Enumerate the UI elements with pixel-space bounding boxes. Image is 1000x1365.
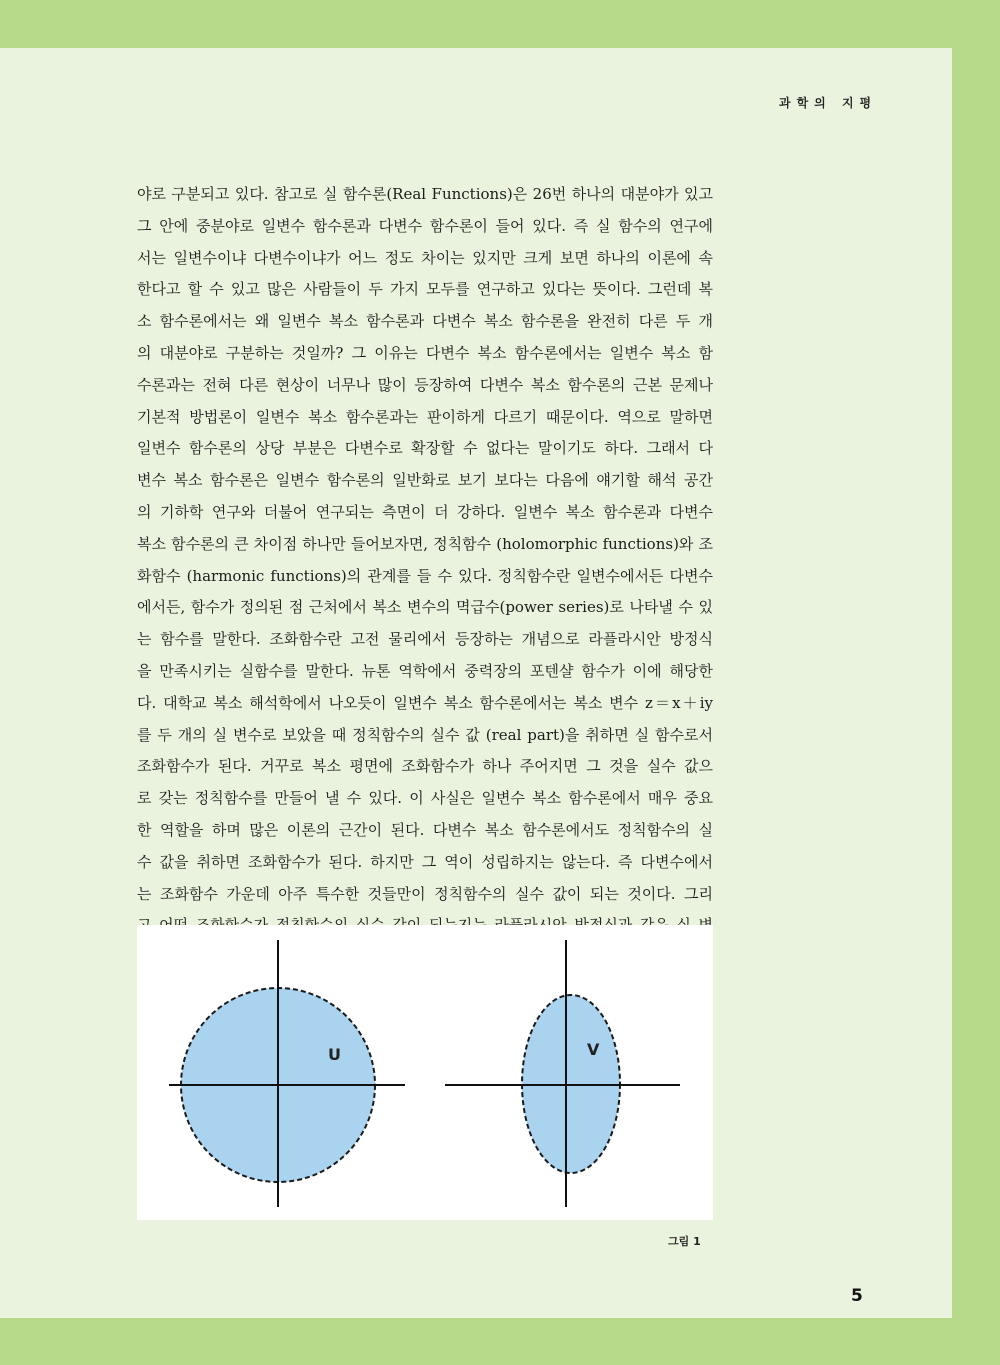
text-line: 서는 일변수이냐 다변수이냐가 어느 정도 차이는 있지만 크게 보면 하나의 이론에 속 [137,248,713,267]
text-line: 한 역할을 하며 많은 이론의 근간이 된다. 다변수 복소 함수론에서도 정칙함수의 실 [137,820,713,839]
text-line: 을 만족시키는 실함수를 말한다. 뉴톤 역학에서 중력장의 포텐샬 함수가 이에 해당한 [137,661,713,680]
label-v: V [587,1040,600,1059]
text-line: 를 두 개의 실 변수로 보았을 때 정칙함수의 실수 값 (real part)을 취하면 실 함수로서 [137,725,713,744]
text-line: 그 안에 중분야로 일변수 함수론과 다변수 함수론이 들어 있다. 즉 실 함수의 연구에 [137,216,713,235]
text-line: 는 조화함수 가운데 아주 특수한 것들만이 정칙함수의 실수 값이 되는 것이다. 그리 [137,884,713,903]
text-line: 소 함수론에서는 왜 일변수 복소 함수론과 다변수 복소 함수론을 완전히 다른 두 개 [137,312,713,331]
text-line: 수론과는 전혀 다른 현상이 너무나 많이 등장하여 다변수 복소 함수론의 근본 문제나 [137,375,713,394]
text-line: 야로 구분되고 있다. 참고로 실 함수론(Real Functions)은 26번 하나의 대분야가 있고 [137,185,713,203]
page-number: 5 [851,1286,863,1306]
text-line: 기본적 방법론이 일변수 복소 함수론과는 판이하게 다르기 때문이다. 역으로 말하면 [137,407,713,426]
label-u: U [328,1045,341,1064]
text-line: 의 대분야로 구분하는 것일까? 그 이유는 다변수 복소 함수론에서는 일변수 복소 함 [137,343,713,362]
text-line: 화함수 (harmonic functions)의 관계를 들 수 있다. 정칙함수란 일변수에서든 다변수 [137,566,713,585]
running-header: 과학의 지평 [779,96,878,110]
figure-1 [137,925,713,1220]
body-text [137,179,713,974]
text-line: 수 값을 취하면 조화함수가 된다. 하지만 그 역이 성립하지는 않는다. 즉 다변수에서 [137,852,713,871]
text-line: 변수 복소 함수론은 일변수 함수론의 일반화로 보기 보다는 다음에 얘기할 해석 공간 [137,471,713,490]
text-line: 조화함수가 된다. 거꾸로 복소 평면에 조화함수가 하나 주어지면 그 것을 실수 값으 [137,757,713,776]
text-line: 다. 대학교 복소 해석학에서 나오듯이 일변수 복소 함수론에서는 복소 변수 z＝x＋iy [137,693,713,712]
text-line: 복소 함수론의 큰 차이점 하나만 들어보자면, 정칙함수 (holomorphic functions)와 조 [137,534,713,553]
text-line: 는 함수를 말한다. 조화함수란 고전 물리에서 등장하는 개념으로 라플라시안 방정식 [137,630,713,649]
figure-caption: 그림 1 [668,1235,701,1248]
text-line: 한다고 할 수 있고 많은 사람들이 두 가지 모두를 연구하고 있다는 뜻이다. 그런데 복 [137,280,713,299]
page [0,48,952,1318]
text-line: 일변수 함수론의 상당 부분은 다변수로 확장할 수 없다는 말이기도 하다. 그래서 다 [137,439,713,458]
text-line: 로 갖는 정칙함수를 만들어 낼 수 있다. 이 사실은 일변수 복소 함수론에서 매우 중요 [137,789,713,808]
text-line: 에서든, 함수가 정의된 점 근처에서 복소 변수의 멱급수(power series)로 나타낼 수 있 [137,598,713,617]
text-line: 의 기하학 연구와 더불어 연구되는 측면이 더 강하다. 일변수 복소 함수론과 다변수 [137,502,713,521]
figure-diagram [137,925,713,1220]
